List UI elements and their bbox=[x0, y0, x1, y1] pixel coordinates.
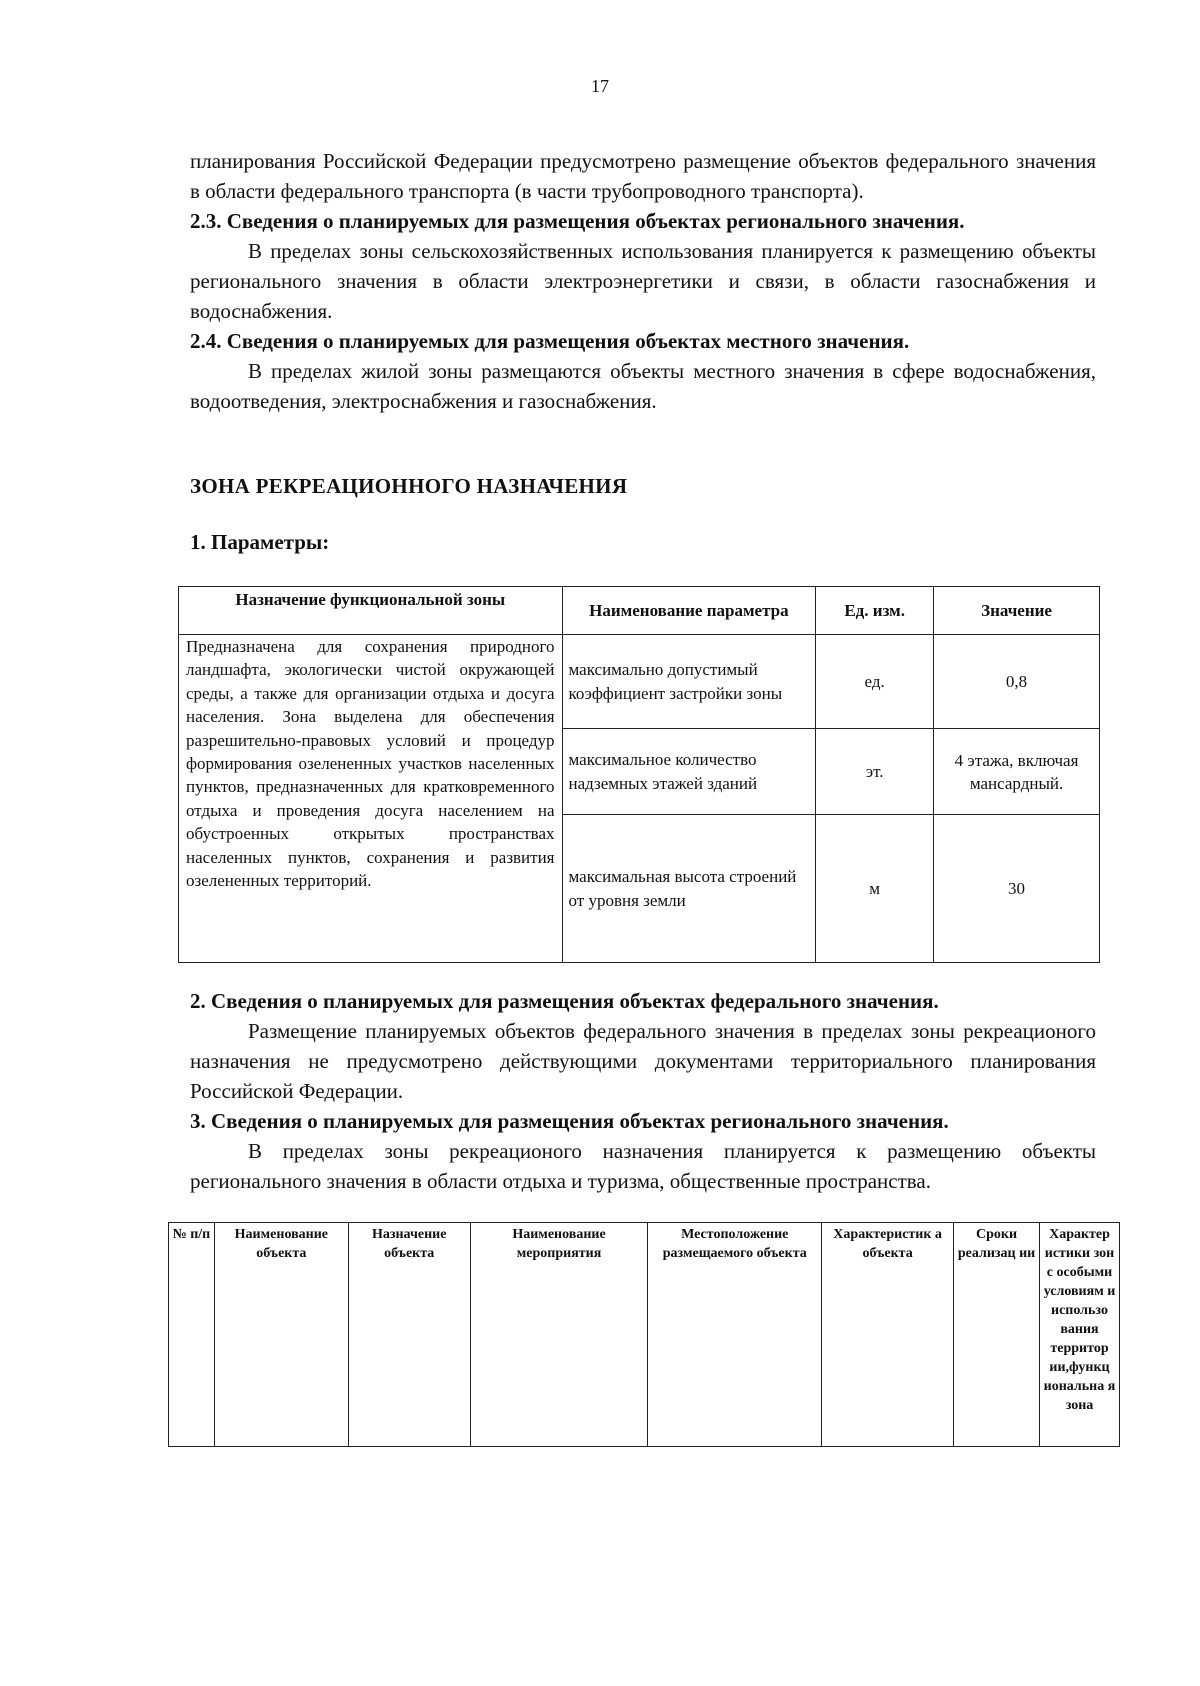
planned-objects-table bbox=[168, 1222, 1120, 1447]
intro-paragraph: планирования Российской Федерации предусмотрено размещение объектов федерального значения в области федерального транспорта (в части трубопроводного транспорта). bbox=[190, 149, 1096, 203]
regional-section bbox=[190, 1106, 1096, 1196]
header-measure-name: Наименование мероприятия bbox=[470, 1223, 648, 1447]
federal-section bbox=[190, 986, 1096, 1106]
parameter-name: максимальное количество надземных этажей зданий bbox=[562, 729, 816, 815]
parameter-row bbox=[179, 635, 1100, 729]
header-characteristics: Характеристик а объекта bbox=[822, 1223, 954, 1447]
parameter-unit: м bbox=[816, 815, 934, 963]
heading-2-3: 2.3. Сведения о планируемых для размещения объектах регионального значения. bbox=[190, 209, 965, 233]
header-deadlines: Сроки реализац ии bbox=[954, 1223, 1040, 1447]
section-2-text: Размещение планируемых объектов федерального значения в пределах зоны рекреационого назначения не предусмотрено действующими документами территориального планирования Российской Федерации. bbox=[190, 1019, 1096, 1103]
zone-title: ЗОНА РЕКРЕАЦИОННОГО НАЗНАЧЕНИЯ bbox=[190, 474, 628, 498]
header-zone-purpose: Назначение функциональной зоны bbox=[179, 587, 563, 635]
section-3-text: В пределах зоны рекреационого назначения планируется к размещению объекты регионального значения в области отдыха и туризма, общественные пространства. bbox=[190, 1139, 1096, 1193]
header-object-purpose: Назначение объекта bbox=[348, 1223, 470, 1447]
parameter-name: максимальная высота строений от уровня земли bbox=[562, 815, 816, 963]
page-number: 17 bbox=[591, 76, 609, 96]
zone-purpose-cell: Предназначена для сохранения природного ландшафта, экологически чистой окружающей среды, а также для организации отдыха и досуга населения. Зона выделена для обеспечения разрешительно-правовых условий и процедур формирования озелененных участков населенных пунктов, предназначенных для кратковременного отдыха и проведения досуга населением на обустроенных открытых пространствах населенных пунктов, сохранения и развития озелененных территорий. bbox=[179, 635, 563, 963]
header-zone-characteristics: Характер истики зон с особыми условиям и использо вания территор ии,функц иональна я зона bbox=[1040, 1223, 1120, 1447]
params-heading: 1. Параметры: bbox=[190, 530, 330, 554]
parameter-unit: эт. bbox=[816, 729, 934, 815]
parameter-unit: ед. bbox=[816, 635, 934, 729]
header-value: Значение bbox=[934, 587, 1100, 635]
intro-section bbox=[190, 146, 1096, 416]
paragraph-2-3: В пределах зоны сельскохозяйственных использования планируется к размещению объекты регионального значения в области электроэнергетики и связи, в области газоснабжения и водоснабжения. bbox=[190, 239, 1096, 323]
parameters-table bbox=[178, 586, 1100, 963]
heading-2-4: 2.4. Сведения о планируемых для размещения объектах местного значения. bbox=[190, 329, 910, 353]
section-2-heading: 2. Сведения о планируемых для размещения объектах федерального значения. bbox=[190, 989, 939, 1013]
section-3-heading: 3. Сведения о планируемых для размещения объектах регионального значения. bbox=[190, 1109, 949, 1133]
parameter-value: 0,8 bbox=[934, 635, 1100, 729]
parameter-name: максимально допустимый коэффициент застройки зоны bbox=[562, 635, 816, 729]
parameter-value: 4 этажа, включая мансардный. bbox=[934, 729, 1100, 815]
parameter-value: 30 bbox=[934, 815, 1100, 963]
header-location: Местоположение размещаемого объекта bbox=[648, 1223, 822, 1447]
header-parameter-name: Наименование параметра bbox=[562, 587, 816, 635]
header-number: № п/п bbox=[169, 1223, 215, 1447]
paragraph-2-4: В пределах жилой зоны размещаются объекты местного значения в сфере водоснабжения, водоотведения, электроснабжения и газоснабжения. bbox=[190, 359, 1096, 413]
objects-header-row bbox=[169, 1223, 1120, 1447]
header-object-name: Наименование объекта bbox=[214, 1223, 348, 1447]
parameters-header-row bbox=[179, 587, 1100, 635]
header-unit: Ед. изм. bbox=[816, 587, 934, 635]
